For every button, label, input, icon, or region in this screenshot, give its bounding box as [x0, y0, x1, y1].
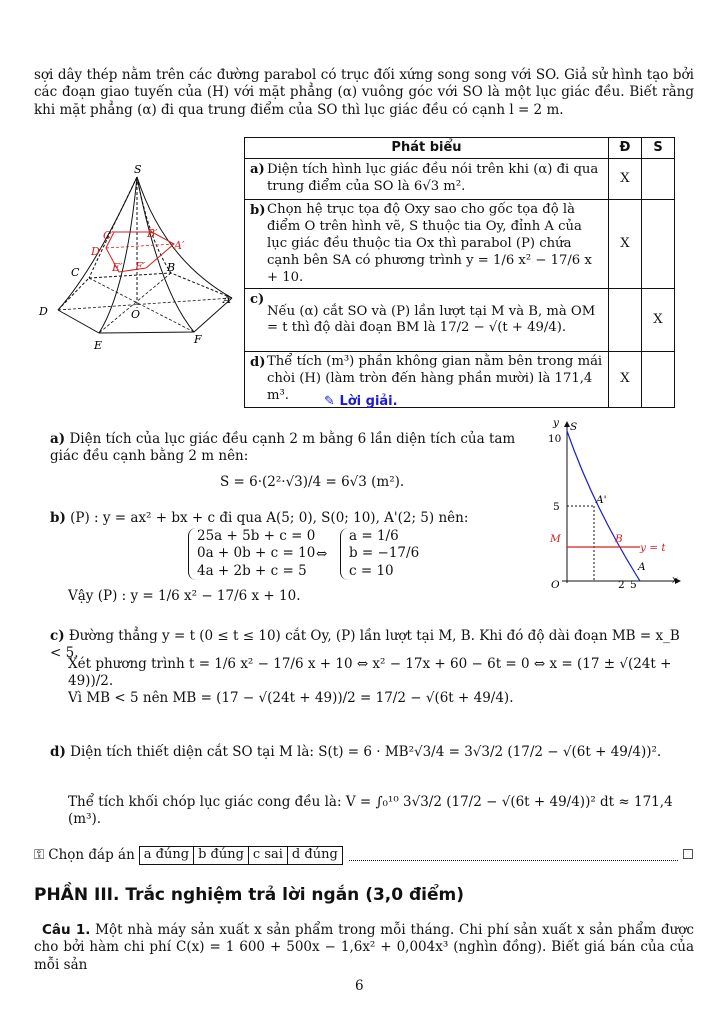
- svg-text:B: B: [615, 533, 623, 545]
- svg-text:A′: A′: [174, 239, 185, 252]
- solution-a-formula: S = 6·(2²·√3)/4 = 6√3 (m²).: [220, 474, 405, 490]
- statements-table: [244, 137, 675, 408]
- svg-text:B: B: [167, 261, 176, 274]
- statement-b: b) Chọn hệ trục tọa độ Oxy sao cho gốc tọa độ là điểm O trên hình vẽ, S thuộc tia Oy, đỉnh A của lục giác đều thuộc tia Ox thì parabol (P) chứa cạnh bên SA có phương trình y = 1/6 x² − 17/6 x + 10.: [245, 200, 609, 289]
- svg-text:O: O: [551, 579, 560, 590]
- solution-b-conclusion: Vậy (P) : y = 1/6 x² − 17/6 x + 10.: [68, 588, 301, 604]
- mark-d-false: [642, 352, 675, 408]
- header-statement: Phát biểu: [245, 138, 609, 159]
- page-number: 6: [355, 978, 364, 994]
- svg-text:5: 5: [553, 501, 560, 513]
- svg-text:A: A: [223, 293, 231, 306]
- header-true: Đ: [609, 138, 642, 159]
- question-1: Câu 1. Một nhà máy sản xuất x sản phẩm trong mỗi tháng. Chi phí sản xuất x sản phẩm được cho bởi hàm chi phí C(x) = 1 600 + 500x − 1,6x² + 0,004x³ (nghìn đồng). Biết giá bán của của mỗi sản: [34, 922, 694, 973]
- svg-text:D: D: [39, 305, 48, 318]
- solution-c-result: Vì MB < 5 nên MB = (17 − √(24t + 49))/2 = 17/2 − √(6t + 49/4).: [68, 690, 514, 706]
- choice-d: d đúng: [291, 847, 338, 862]
- svg-text:B′: B′: [147, 227, 158, 240]
- section-heading: PHẦN III. Trắc nghiệm trả lời ngắn (3,0 điểm): [34, 885, 465, 905]
- mark-b-false: [642, 200, 675, 289]
- svg-text:C: C: [71, 266, 80, 279]
- mark-c-false: X: [642, 289, 675, 352]
- svg-text:y = t: y = t: [640, 542, 666, 554]
- label-S: S: [134, 163, 142, 176]
- parabola-graph: [540, 418, 690, 590]
- mark-a-false: [642, 159, 675, 200]
- parabola-curve: [567, 431, 640, 581]
- solution-c-equation: Xét phương trình t = 1/6 x² − 17/6 x + 10 ⇔ x² − 17x + 60 − 6t = 0 ⇔ x = (17 ± √(24t + 49))/2.: [68, 656, 672, 690]
- solution-a: a) Diện tích của lục giác đều cạnh 2 m bằng 6 lần diện tích của tam giác đều cạnh bằng 2 m nên:: [50, 431, 516, 465]
- svg-text:A': A': [596, 494, 607, 506]
- header-false: S: [642, 138, 675, 159]
- mark-c-true: [609, 289, 642, 352]
- answer-row: ⚿ Chọn đáp án a đúng b đúng c sai d đúng ☐: [34, 846, 694, 863]
- svg-text:10: 10: [548, 433, 562, 445]
- choice-a: a đúng: [140, 847, 194, 864]
- system-result: a = 1/6 b = −17/6 c = 10: [340, 528, 419, 580]
- pyramid-figure: [34, 160, 244, 360]
- edit-icon: ✎: [324, 394, 335, 409]
- svg-text:5: 5: [630, 579, 637, 590]
- solution-c: c) Đường thẳng y = t (0 ≤ t ≤ 10) cắt Oy, (P) lần lượt tại M, B. Khi đó độ dài đoạn MB = x_B < 5.: [50, 628, 680, 662]
- iff-symbol: ⇔: [316, 546, 328, 562]
- key-icon: ⚿: [34, 846, 45, 863]
- statement-d: d) Thể tích (m³) phần không gian nằm bên trong mái chòi (H) (làm tròn đến hàng phần mười) là 171,4 m³.: [245, 352, 609, 408]
- solution-b: b) (P) : y = ax² + bx + c đi qua A(5; 0), S(0; 10), A'(2; 5) nên:: [50, 510, 469, 526]
- svg-text:E′: E′: [112, 261, 123, 274]
- mark-d-true: X: [609, 352, 642, 408]
- dotted-leader: [349, 850, 678, 861]
- svg-text:E: E: [94, 339, 103, 352]
- svg-text:C′: C′: [103, 229, 114, 242]
- solution-d: d) Diện tích thiết diện cắt SO tại M là: S(t) = 6 · MB²√3/4 = 3√3/2 (17/2 − √(6t + 49/4))².: [50, 744, 662, 760]
- solution-title: ✎ Lời giải.: [324, 394, 398, 409]
- statement-a: a) Diện tích hình lục giác đều nói trên khi (α) đi qua trung điểm của SO là 6√3 m².: [245, 159, 609, 200]
- svg-text:M: M: [550, 533, 561, 545]
- svg-text:2: 2: [618, 579, 625, 590]
- mark-b-true: X: [609, 200, 642, 289]
- svg-text:x: x: [672, 574, 678, 586]
- svg-text:A: A: [638, 561, 646, 573]
- checkbox-icon: ☐: [681, 846, 694, 863]
- svg-text:S: S: [570, 421, 578, 433]
- svg-text:F: F: [194, 333, 202, 346]
- svg-text:D′: D′: [91, 245, 103, 258]
- system-equations: 25a + 5b + c = 0 0a + 0b + c = 10 4a + 2b + c = 5: [188, 528, 315, 580]
- choice-b: b đúng: [194, 847, 249, 864]
- answer-choices: [139, 846, 343, 865]
- solution-d-volume: Thể tích khối chóp lục giác cong đều là: V = ∫₀¹⁰ 3√3/2 (17/2 − √(6t + 49/4))² dt ≈ 171,4 (m³).: [68, 794, 673, 828]
- choice-c: c sai: [249, 847, 288, 864]
- mark-a-true: X: [609, 159, 642, 200]
- intro-paragraph: sợi dây thép nằm trên các đường parabol có trục đối xứng song song với SO. Giả sử hình tạo bởi các đoạn giao tuyến của (H) với mặt phẳng (α) vuông góc với SO là một lục giác đều. Biết rằng khi mặt phẳng (α) đi qua trung điểm của SO thì lục giác đều có cạnh l = 2 m.: [34, 67, 694, 118]
- svg-text:y: y: [553, 418, 559, 429]
- statement-c: c) Nếu (α) cắt SO và (P) lần lượt tại M và B, mà OM = t thì độ dài đoạn BM là 17/2 − √(t + 49/4).: [245, 289, 609, 352]
- svg-text:F′: F′: [135, 260, 146, 273]
- svg-text:O: O: [131, 308, 141, 321]
